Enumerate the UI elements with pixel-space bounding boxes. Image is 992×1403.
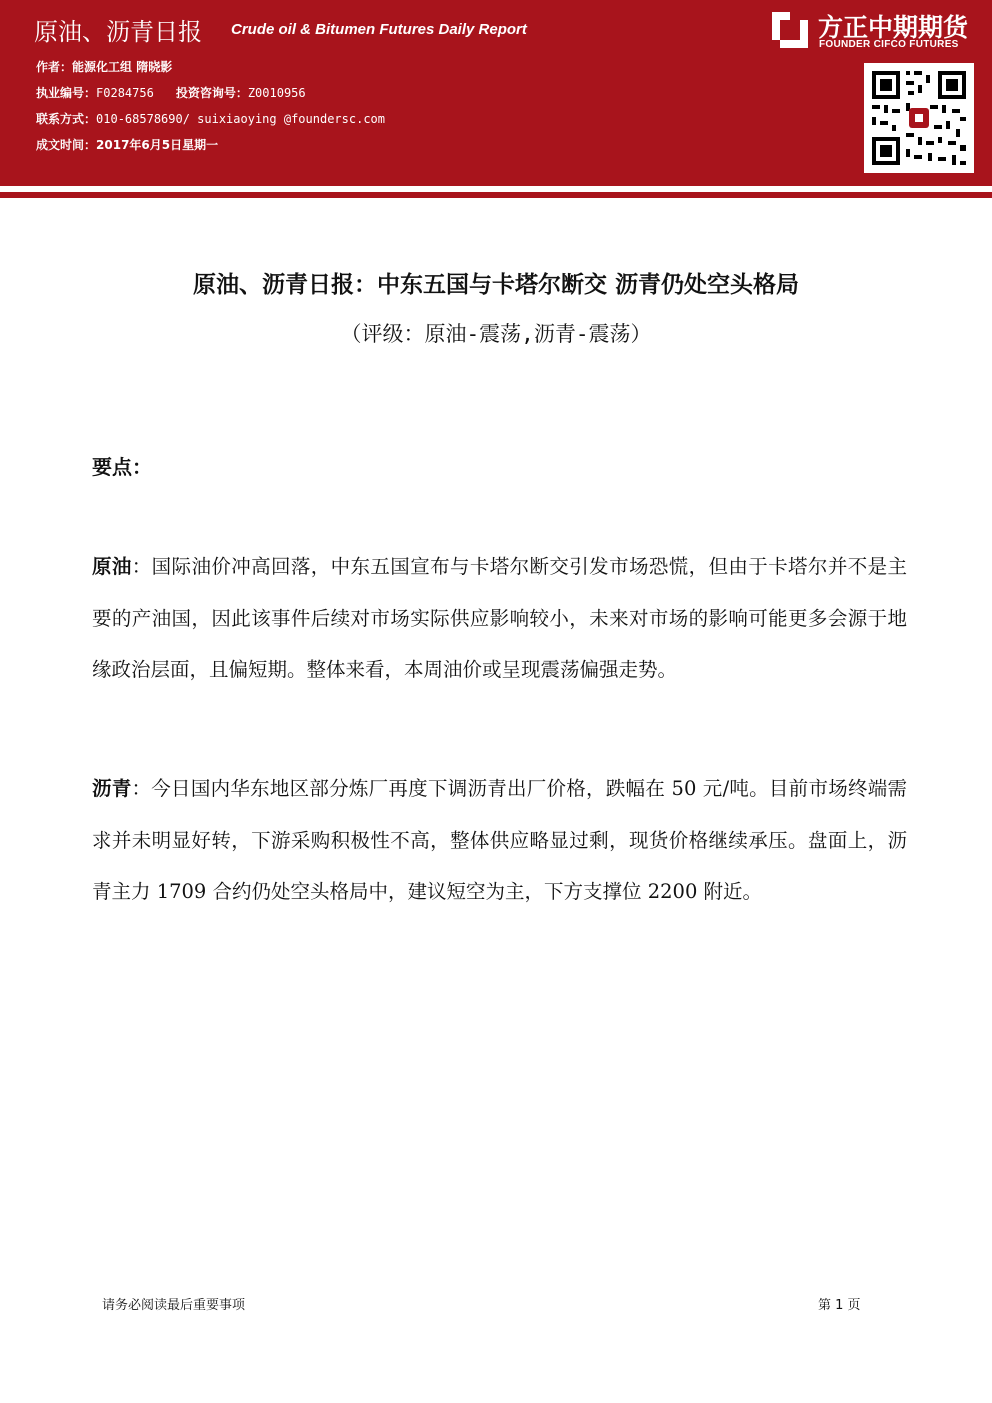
bitumen-paragraph xyxy=(92,763,907,918)
page-number: 第 1 页 xyxy=(818,1298,861,1313)
crude-oil-lead: 原油 xyxy=(92,555,132,578)
license-value: F0284756 xyxy=(96,86,154,100)
crude-oil-text: ：国际油价冲高回落，中东五国宣布与卡塔尔断交引发市场恐慌，但由于卡塔尔并不是主要的产油国，因此该事件后续对市场实际供应影响较小，未来对市场的影响可能更多会源于地缘政治层面，且偏短期。整体来看，本周油价或呈现震荡偏强走势。 xyxy=(92,555,907,681)
qr-code-icon xyxy=(864,63,974,173)
contact-line xyxy=(36,110,385,127)
consult-label: 投资咨询号： xyxy=(175,86,248,100)
license-line xyxy=(36,84,306,101)
footer-notice: 请务必阅读最后重要事项 xyxy=(102,1298,246,1313)
logo-text-cn: 方正中期期货 xyxy=(818,13,969,42)
document-title: 原油、沥青日报：中东五国与卡塔尔断交 沥青仍处空头格局 xyxy=(192,272,799,298)
rating-line: （评级：原油-震荡,沥青-震荡） xyxy=(340,322,652,346)
license-label: 执业编号： xyxy=(36,86,97,100)
author-line xyxy=(36,58,172,75)
date-label: 成文时间： xyxy=(36,138,97,152)
consult-value: Z0010956 xyxy=(247,86,306,100)
header-divider xyxy=(0,192,992,198)
date-value: 2017年6月5日星期一 xyxy=(96,138,219,152)
date-line xyxy=(36,136,218,153)
bitumen-text: ：今日国内华东地区部分炼厂再度下调沥青出厂价格，跌幅在 50 元/吨。目前市场终端需求并未明显好转，下游采购积极性不高，整体供应略显过剩，现货价格继续承压。盘面上，沥青主力 1709 合约仍处空头格局中，建议短空为主，下方支撑位 2200 附近。 xyxy=(92,777,907,903)
founder-logo-icon xyxy=(770,10,810,50)
company-logo xyxy=(770,8,985,54)
author-value: 能源化工组 隋晓影 xyxy=(72,60,173,74)
contact-label: 联系方式： xyxy=(36,112,97,126)
keypoints-heading: 要点： xyxy=(92,455,152,479)
report-title-en: Crude oil & Bitumen Futures Daily Report xyxy=(231,21,527,38)
logo-text-en: FOUNDER CIFCO FUTURES xyxy=(819,39,959,50)
report-title-cn: 原油、沥青日报 xyxy=(34,18,202,46)
bitumen-lead: 沥青 xyxy=(92,777,132,800)
author-label: 作者： xyxy=(36,60,73,74)
contact-value: 010-68578690/ suixiaoying @foundersc.com xyxy=(96,112,385,126)
report-header-banner xyxy=(0,0,992,186)
crude-oil-paragraph xyxy=(92,541,907,696)
